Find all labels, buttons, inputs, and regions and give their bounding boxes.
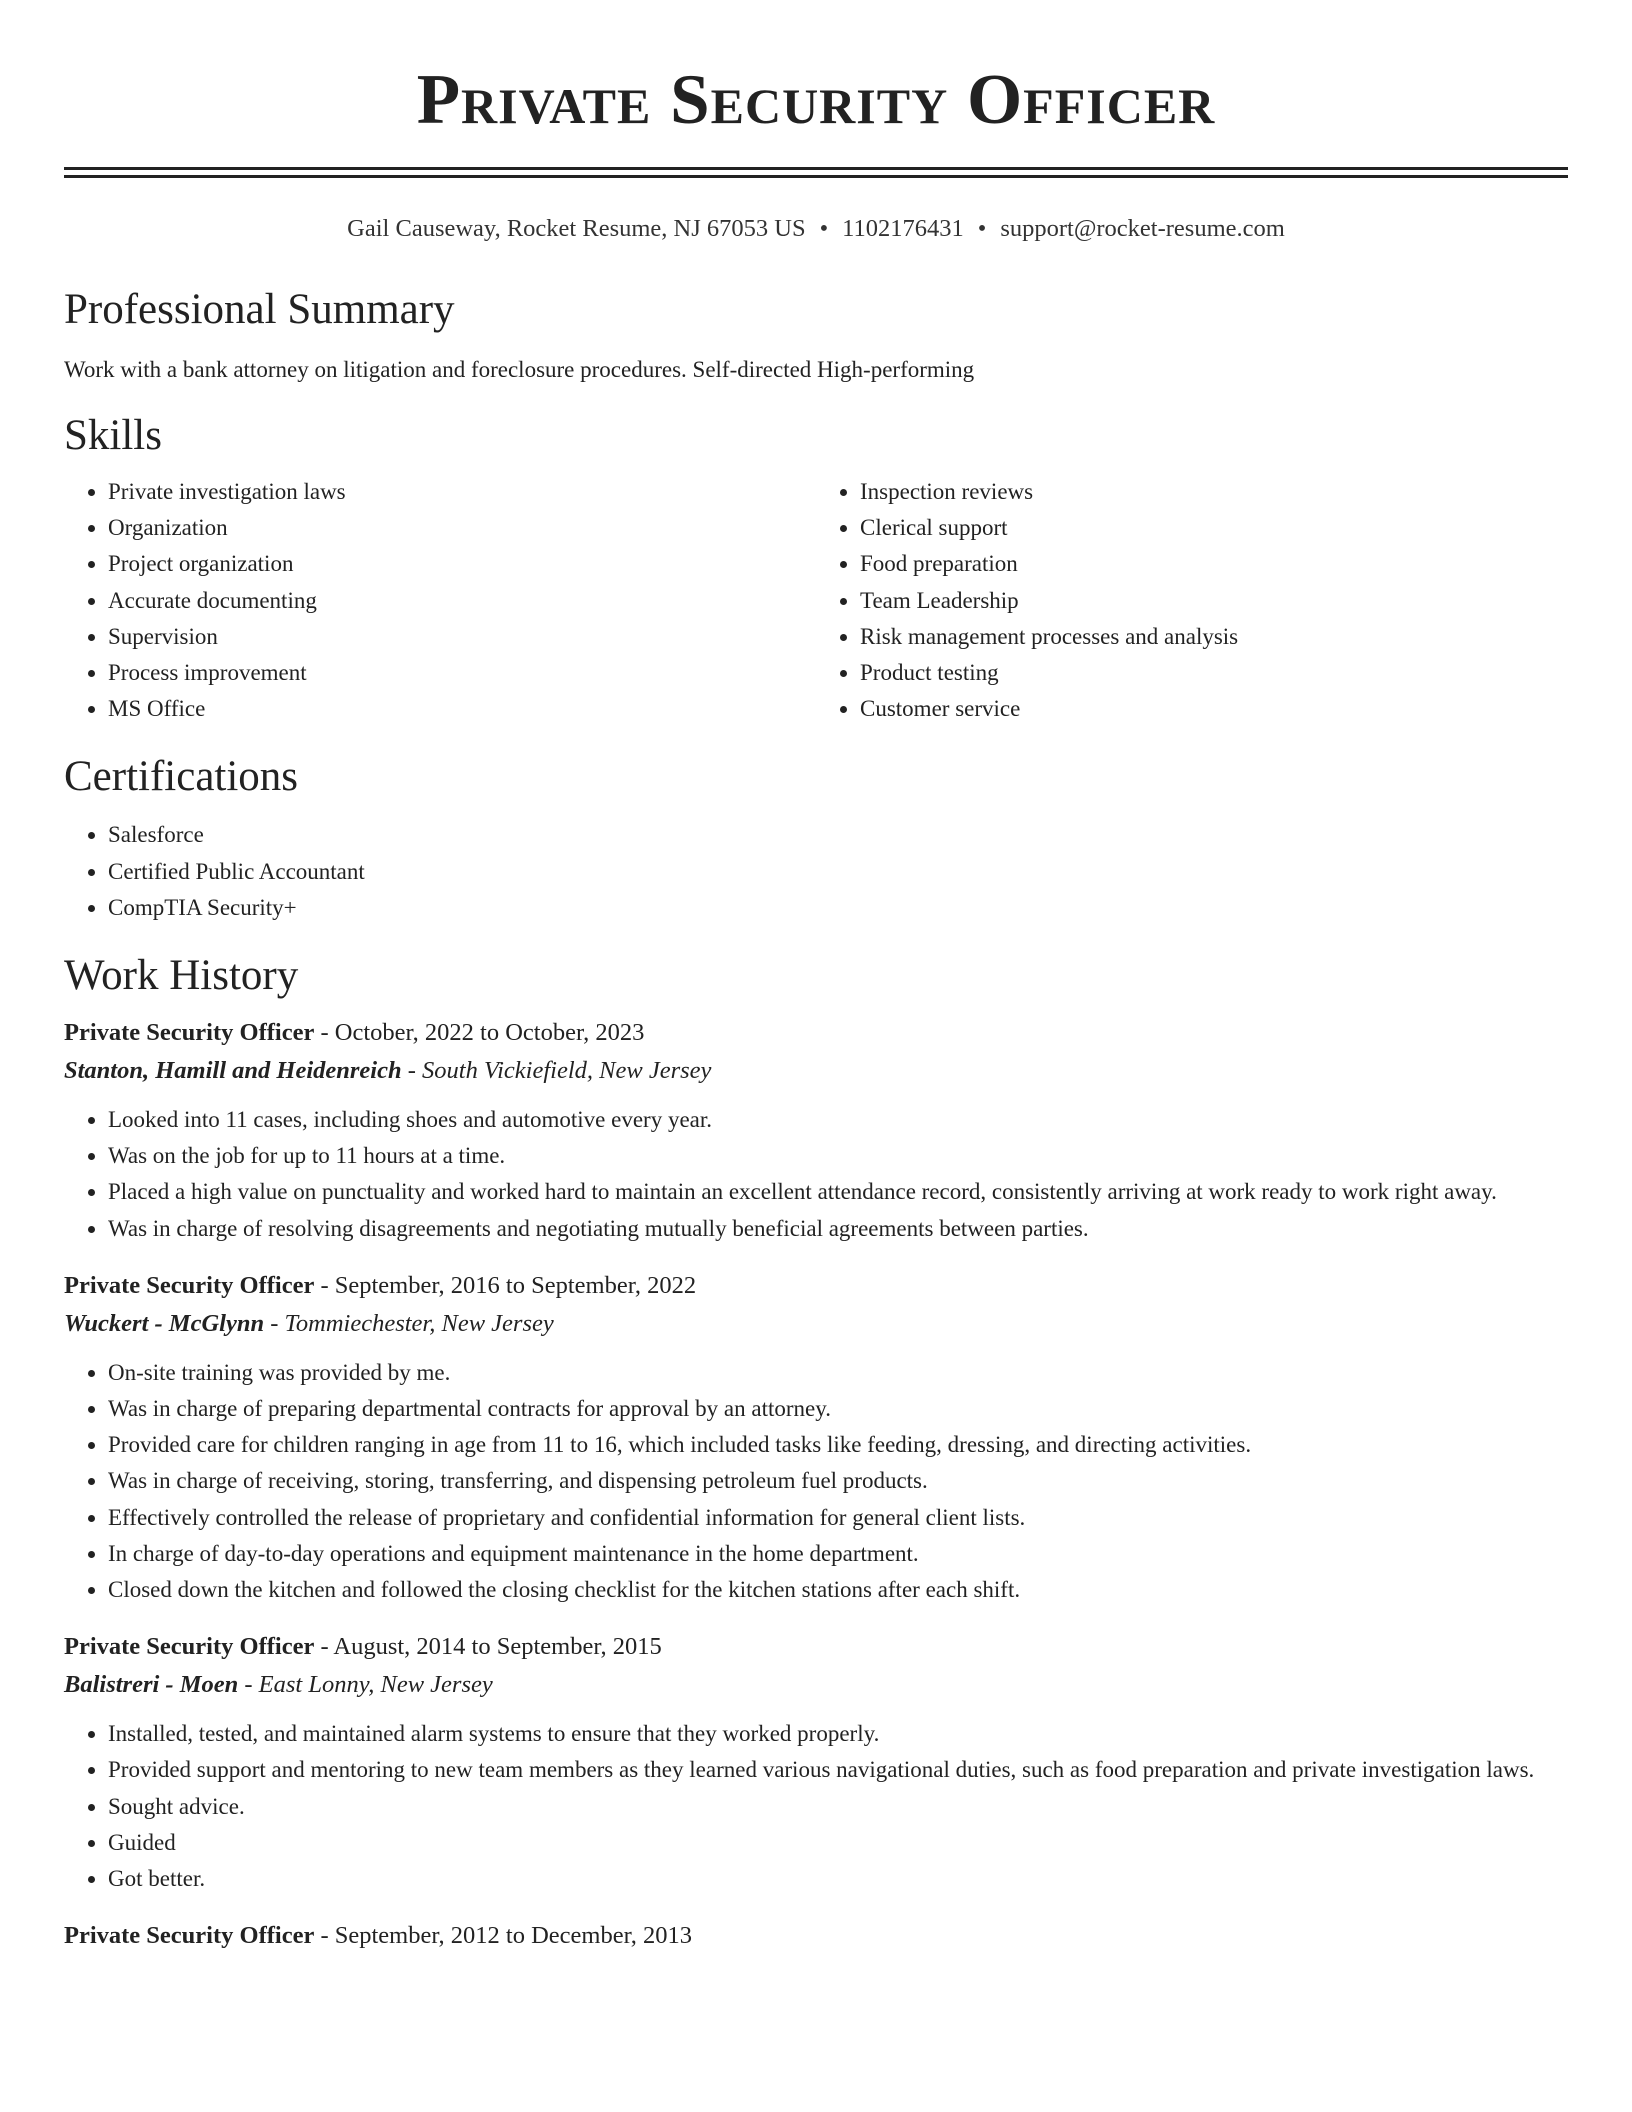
job-dates: October, 2022 to October, 2023: [334, 1019, 645, 1047]
job-company-line: Stanton, Hamill and Heidenreich - South Vickiefield, New Jersey: [64, 1057, 712, 1085]
list-item: • Salesforce: [108, 817, 1568, 853]
work-history-heading: Work History: [64, 952, 299, 1000]
list-item: • Effectively controlled the release of proprietary and confidential information for general client lists.: [108, 1500, 1568, 1536]
list-item: • In charge of day-to-day operations and equipment maintenance in the home department.: [108, 1536, 1568, 1572]
list-item: • Looked into 11 cases, including shoes and automotive every year.: [108, 1102, 1568, 1138]
job-title-line: Private Security Officer - September, 2016 to September, 2022: [64, 1271, 697, 1299]
job-entry: [64, 1267, 1568, 1608]
work-history-list: [64, 1014, 1568, 1955]
job-company: Balistreri - Moen: [64, 1671, 239, 1699]
title-divider-thin: [64, 175, 1568, 178]
job-location: South Vickiefield, New Jersey: [422, 1057, 712, 1085]
list-item: • Certified Public Accountant: [108, 854, 1568, 890]
skills-list-right: [816, 474, 1568, 727]
job-title-line: Private Security Officer - October, 2022 to October, 2023: [64, 1019, 645, 1047]
list-item: • Installed, tested, and maintained alarm systems to ensure that they worked properly.: [108, 1716, 1568, 1752]
list-item: • Team Leadership: [860, 583, 1568, 619]
list-item: • Was in charge of preparing departmental contracts for approval by an attorney.: [108, 1391, 1568, 1427]
job-title-line: Private Security Officer - August, 2014 to September, 2015: [64, 1633, 662, 1661]
list-item: • Provided care for children ranging in age from 11 to 16, which included tasks like feeding, dressing, and directing activities.: [108, 1427, 1568, 1463]
contact-phone: 1102176431: [842, 215, 964, 242]
job-dates: September, 2016 to September, 2022: [334, 1271, 697, 1299]
list-item: • Was in charge of receiving, storing, transferring, and dispensing petroleum fuel products.: [108, 1463, 1568, 1499]
list-item: • Risk management processes and analysis: [860, 619, 1568, 655]
certifications-list: [64, 817, 1568, 926]
job-location: East Lonny, New Jersey: [258, 1671, 493, 1699]
list-item: • Provided support and mentoring to new team members as they learned various navigational duties, such as food preparation and private investigation laws.: [108, 1752, 1568, 1788]
list-item: • Private investigation laws: [108, 474, 816, 510]
job-company-line: Balistreri - Moen - East Lonny, New Jersey: [64, 1671, 493, 1699]
job-dates: September, 2012 to December, 2013: [334, 1922, 693, 1950]
list-item: • On-site training was provided by me.: [108, 1355, 1568, 1391]
contact-separator: •: [819, 215, 829, 242]
list-item: • Food preparation: [860, 546, 1568, 582]
contact-separator: •: [977, 215, 987, 242]
job-title: Private Security Officer: [64, 1271, 315, 1299]
list-item: • Guided: [108, 1825, 1568, 1861]
certifications-heading: Certifications: [64, 753, 299, 801]
job-company: Wuckert - McGlynn: [64, 1309, 265, 1337]
list-item: • Sought advice.: [108, 1789, 1568, 1825]
job-entry: [64, 1628, 1568, 1897]
resume-page: [64, 0, 1568, 1973]
job-company-line: Wuckert - McGlynn - Tommiechester, New Jersey: [64, 1309, 554, 1337]
list-item: • Placed a high value on punctuality and worked hard to maintain an excellent attendance record, consistently arriving at work ready to work right away.: [108, 1174, 1568, 1210]
list-item: • Customer service: [860, 691, 1568, 727]
job-bullets: [64, 1102, 1568, 1247]
list-item: • Process improvement: [108, 655, 816, 691]
job-title: Private Security Officer: [64, 1633, 315, 1661]
list-item: • Closed down the kitchen and followed the closing checklist for the kitchen stations after each shift.: [108, 1572, 1568, 1608]
contact-line: [64, 212, 1568, 246]
job-bullets: [64, 1355, 1568, 1608]
list-item: • MS Office: [108, 691, 816, 727]
list-item: • CompTIA Security+: [108, 890, 1568, 926]
list-item: • Was in charge of resolving disagreements and negotiating mutually beneficial agreements between parties.: [108, 1211, 1568, 1247]
job-title: Private Security Officer: [64, 1922, 315, 1950]
list-item: • Project organization: [108, 546, 816, 582]
job-entry: [64, 1014, 1568, 1247]
list-item: • Was on the job for up to 11 hours at a time.: [108, 1138, 1568, 1174]
job-location: Tommiechester, New Jersey: [284, 1309, 554, 1337]
job-title-line: Private Security Officer - September, 2012 to December, 2013: [64, 1922, 693, 1950]
contact-email: support@rocket-resume.com: [1000, 215, 1285, 242]
list-item: • Supervision: [108, 619, 816, 655]
list-item: • Inspection reviews: [860, 474, 1568, 510]
summary-text: Work with a bank attorney on litigation and foreclosure procedures. Self-directed High-performing: [64, 357, 975, 382]
skills-columns: [64, 474, 1568, 727]
contact-address: Gail Causeway, Rocket Resume, NJ 67053 US: [347, 215, 806, 242]
job-bullets: [64, 1716, 1568, 1897]
job-dates: August, 2014 to September, 2015: [333, 1633, 662, 1661]
skills-list-left: [64, 474, 816, 727]
job-title: Private Security Officer: [64, 1019, 315, 1047]
title-divider-thick: [64, 167, 1568, 170]
job-company: Stanton, Hamill and Heidenreich: [64, 1057, 402, 1085]
list-item: • Got better.: [108, 1861, 1568, 1897]
resume-title: Private Security Officer: [416, 61, 1216, 139]
list-item: • Product testing: [860, 655, 1568, 691]
list-item: • Organization: [108, 510, 816, 546]
list-item: • Clerical support: [860, 510, 1568, 546]
job-entry: [64, 1917, 1568, 1955]
skills-heading: Skills: [64, 412, 162, 459]
summary-heading: Professional Summary: [64, 286, 455, 333]
list-item: • Accurate documenting: [108, 583, 816, 619]
